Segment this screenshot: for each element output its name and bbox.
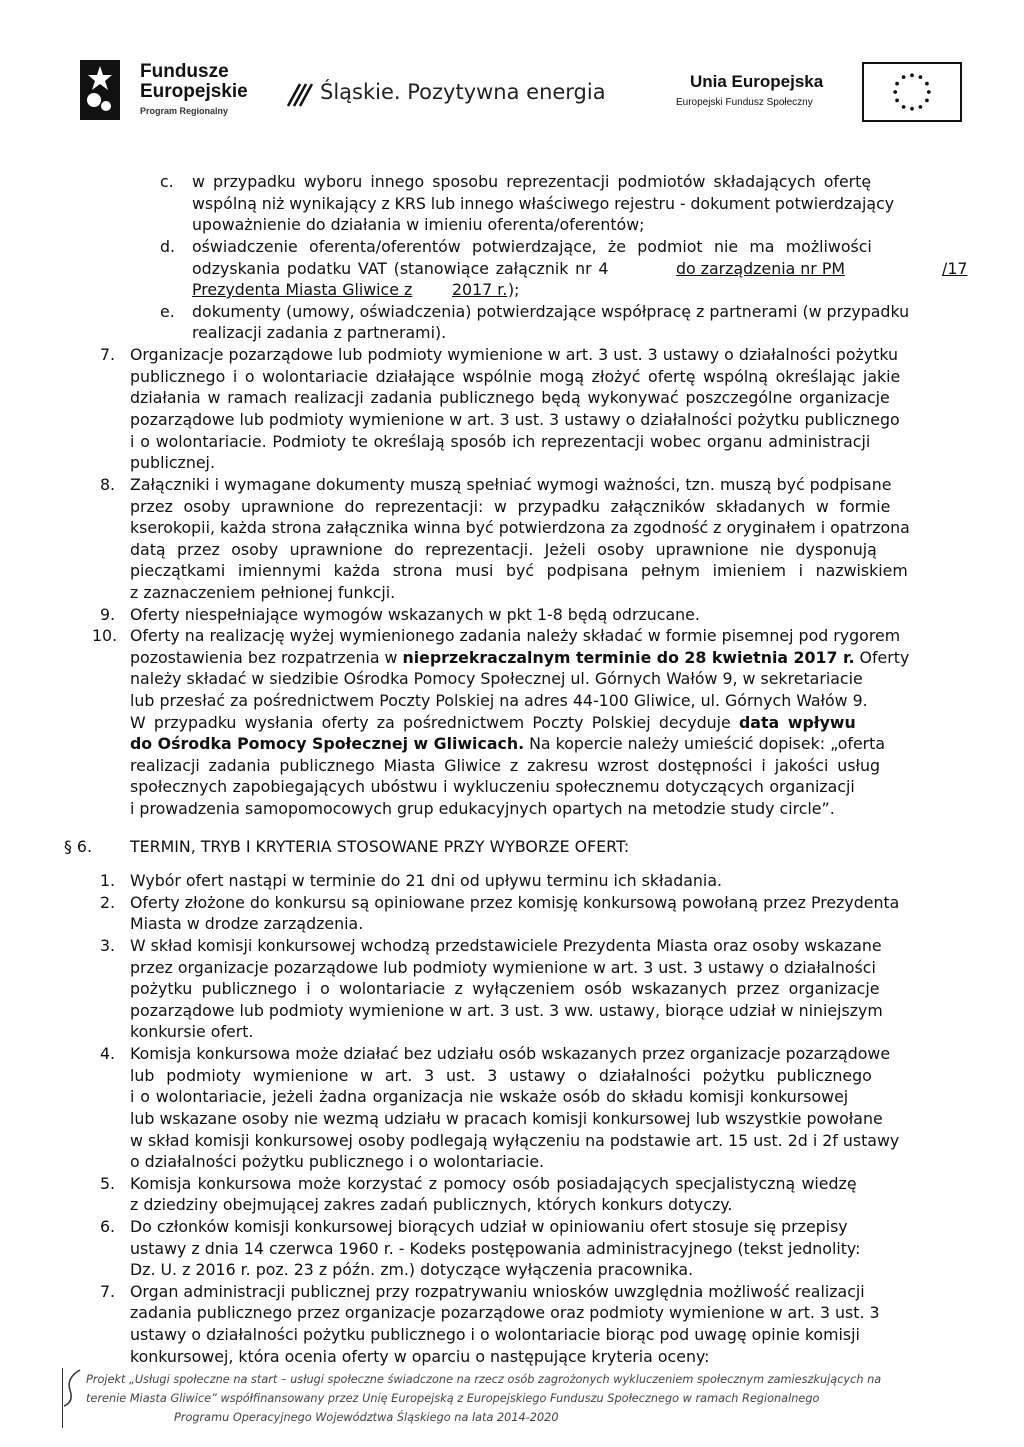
footer-line: Programu Operacyjnego Województwa Śląskiego na lata 2014-2020 [174,1411,559,1424]
point-8-line: przez osoby uprawnione do reprezentacji: w przypadku załączników składanych w formie [130,497,891,516]
point-9-label: 9. [100,605,116,624]
point-8-label: 8. [100,475,116,494]
s6-point-line: Wybór ofert nastąpi w terminie do 21 dni od upływu terminu ich składania. [130,871,723,890]
s6-point-line: Komisja konkursowa może działać bez udziału osób wskazanych przez organizacje pozarządowe [130,1044,891,1063]
point-10-line: do Ośrodka Pomocy Społecznej w Gliwicach. Na kopercie należy umieścić dopisek: „oferta [130,734,886,753]
s6-point-line: zadania publicznego przez organizacje pozarządowe oraz podmioty wymienione w art. 3 ust. 3 [130,1303,880,1322]
handwritten-bracket-icon [60,1368,84,1408]
s6-point-label: 3. [100,936,116,955]
point-10-line: lub przesłać za pośrednictwem Poczty Polskiej na adres 44-100 Gliwice, ul. Górnych Wałów 9. [130,691,868,710]
osrodek-bold: do Ośrodka Pomocy Społecznej w Gliwicach. [130,734,525,753]
point-8-line: kserokopii, każda strona załącznika winna być potwierdzona za zgodność z oryginałem i opatrzona [130,518,910,537]
s6-point-line: Miasta w drodze zarządzenia. [130,914,364,933]
item-d-underlined-ref: /17 [942,259,968,278]
s6-point-line: Dz. U. z 2016 r. poz. 23 z późn. zm.) dotyczące wyłączenia pracownika. [130,1260,694,1279]
fundusze-europejskie-logo-icon [80,60,120,120]
point-10-line: realizacji zadania publicznego Miasta Gliwice z zakresu wzrost dostępności i jakości usług [130,756,881,775]
s6-point-line: W skład komisji konkursowej wchodzą przedstawiciele Prezydenta Miasta oraz osoby wskazane [130,936,882,955]
point-8-line: z zaznaczeniem pełnionej funkcji. [130,583,396,602]
point-8-line: Załączniki i wymagane dokumenty muszą spełniać wymogi ważności, tzn. muszą być podpisane [130,475,892,494]
s6-point-line: przez organizacje pozarządowe lub podmioty wymienione w art. 3 ust. 3 ustawy o działalności [130,958,876,977]
point-8-line: pieczątkami imiennymi każda strona musi być podpisana pełnym imieniem i nazwiskiem [130,561,908,580]
fe-subtitle: Program Regionalny [140,106,229,116]
point-10-line: należy składać w siedzibie Ośrodka Pomocy Społecznej ul. Górnych Wałów 9, w sekretariacie [130,669,863,688]
item-d-underlined-ref: 2017 r. [452,280,508,299]
s6-point-line: z dziedziny obejmującej zakres zadań publicznych, których konkurs dotyczy. [130,1195,733,1214]
item-c-label: c. [160,172,174,191]
item-e-label: e. [160,302,175,321]
s6-point-line: Organ administracji publicznej przy rozpatrywaniu wniosków uwzględnia możliwość realizacji [130,1282,865,1301]
point-10-line: społecznych zapobiegających ubóstwu i wykluczeniu społecznemu dotyczących organizacji [130,777,855,796]
footer-line: Projekt „Usługi społeczne na start – usługi społeczne świadczone na rzecz osób zagrożonych wykluczeniem społecznym zamieszkujących na [86,1373,882,1386]
point-7-line: publicznego i o wolontariacie działające wspólnie mogą złożyć ofertę wspólną określając jakie [130,367,901,386]
item-d-underlined-ref: do zarządzenia nr PM [676,259,845,278]
item-c-line: upoważnienie do działania w imieniu oferenta/oferentów; [192,215,645,234]
section-number: § 6. [64,837,92,856]
point-10-label: 10. [92,626,118,645]
s6-point-label: 5. [100,1174,116,1193]
s6-point-line: lub podmioty wymienione w art. 3 ust. 3 ustawy o działalności pożytku publicznego [130,1066,872,1085]
s6-point-line: pożytku publicznego i o wolontariacie z wyłączeniem osób wskazanych przez organizacje [130,979,880,998]
page-header [0,0,1024,140]
item-e-line: dokumenty (umowy, oświadczenia) potwierdzające współpracę z partnerami (w przypadku [192,302,910,321]
ue-subtitle: Europejski Fundusz Społeczny [676,97,813,108]
point-7-line: działania w ramach realizacji zadania publicznego będą wykonywać poszczególne organizacje [130,388,890,407]
item-d-line: odzyskania podatku VAT (stanowiące załącznik nr 4 [192,259,609,278]
point-9-line: Oferty niespełniające wymogów wskazanych w pkt 1-8 będą odrzucane. [130,605,700,624]
s6-point-label: 2. [100,893,116,912]
s6-point-label: 4. [100,1044,116,1063]
section-title: TERMIN, TRYB I KRYTERIA STOSOWANE PRZY WYBORZE OFERT: [130,837,630,856]
item-d-label: d. [160,237,176,256]
item-e-line: realizacji zadania z partnerami). [192,323,447,342]
s6-point-line: ustawy z dnia 14 czerwca 1960 r. - Kodeks postępowania administracyjnego (tekst jednolity: [130,1239,861,1258]
deadline-bold: nieprzekraczalnym terminie do 28 kwietnia 2017 r. [402,648,855,667]
s6-point-line: lub wskazane osoby nie wezmą udziału w pracach komisji konkursowej lub wszystkie powołane [130,1109,883,1128]
point-7-line: pozarządowe lub podmioty wymienione w art. 3 ust. 3 ustawy o działalności pożytku publicznego [130,410,900,429]
s6-point-line: konkursowej, która ocenia oferty w oparciu o następujące kryteria oceny: [130,1347,710,1366]
s6-point-label: 1. [100,871,116,890]
footer-line: terenie Miasta Gliwice” współfinansowany przez Unię Europejską z Europejskiego Funduszu Społecznego w ramach Regionalnego [86,1392,820,1405]
s6-point-line: Do członków komisji konkursowej biorących udział w opiniowaniu ofert stosuje się przepisy [130,1217,848,1236]
fe-title: Fundusze Europejskie [140,61,248,102]
data-wplywu-bold: data wpływu [738,713,856,732]
item-d-line: oświadczenie oferenta/oferentów potwierdzające, że podmiot nie ma możliwości [192,237,872,256]
s6-point-label: 6. [100,1217,116,1236]
item-d-line: ); [508,280,520,299]
point-7-label: 7. [100,345,116,364]
point-10-line: W przypadku wysłania oferty za pośrednictwem Poczty Polskiej decyduje data wpływu [130,713,856,732]
point-10-line: Oferty na realizację wyżej wymienionego zadania należy składać w formie pisemnej pod rygorem [130,626,901,645]
point-7-line: Organizacje pozarządowe lub podmioty wymienione w art. 3 ust. 3 ustawy o działalności pożytku [130,345,898,364]
point-7-line: i o wolontariacie. Podmioty te określają sposób ich reprezentacji wobec organu administracji [130,432,871,451]
s6-point-line: w skład komisji konkursowej osoby podlegają wyłączeniu na podstawie art. 15 ust. 2d i 2f ustawy [130,1131,900,1150]
item-c-line: w przypadku wyboru innego sposobu reprezentacji podmiotów składających ofertę [192,172,872,191]
item-c-line: wspólną niż wynikający z KRS lub innego właściwego rejestru - dokument potwierdzający [192,194,895,213]
s6-point-line: konkursie ofert. [130,1022,254,1041]
s6-point-line: o działalności pożytku publicznego i o wolontariacie. [130,1152,545,1171]
point-10-line: i prowadzenia samopomocowych grup edukacyjnych opartych na metodzie study circle”. [130,799,835,818]
s6-point-line: ustawy o działalności pożytku publicznego i o wolontariacie biorąc pod uwagę opinie komisji [130,1325,860,1344]
slaskie-logo-icon [284,80,314,110]
s6-point-line: pozarządowe lub podmioty wymienione w art. 3 ust. 3 ww. ustawy, biorące udział w niniejszym [130,1001,883,1020]
s6-point-line: Komisja konkursowa może korzystać z pomocy osób posiadających specjalistyczną wiedzę [130,1174,857,1193]
ue-title: Unia Europejska [690,72,824,91]
s6-point-line: i o wolontariacie, jeżeli żadna organizacja nie wskaże osób do składu komisji konkursowej [130,1087,849,1106]
s6-point-label: 7. [100,1282,116,1301]
s6-point-line: Oferty złożone do konkursu są opiniowane przez komisję konkursową powołaną przez Prezydenta [130,893,900,912]
point-7-line: publicznej. [130,453,215,472]
point-8-line: datą przez osoby uprawnione do reprezentacji. Jeżeli osoby uprawnione nie dysponują [130,540,877,559]
slaskie-slogan: Śląskie. Pozytywna energia [320,80,606,104]
eu-flag-icon [862,62,962,122]
point-10-line: pozostawienia bez rozpatrzenia w nieprzekraczalnym terminie do 28 kwietnia 2017 r. Oferty [130,648,910,667]
item-d-underlined-ref: Prezydenta Miasta Gliwice z [192,280,413,299]
